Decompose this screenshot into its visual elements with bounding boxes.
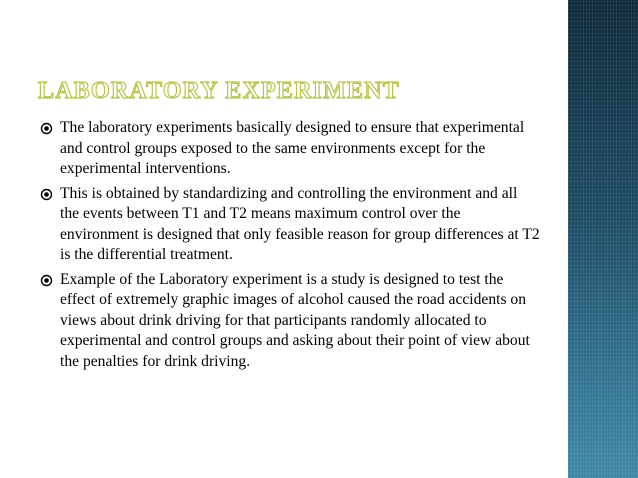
slide-title: LABORATORY EXPERIMENT (38, 78, 400, 104)
bullet-text: This is obtained by standardizing and controlling the environment and all the events between T1 and T2 means maximum control over the environment is designed that only feasible reason for group differences at T2 is the differential treatment. (60, 184, 540, 263)
bullet-list (40, 118, 540, 376)
bullet-text: The laboratory experiments basically designed to ensure that experimental and control groups exposed to the same environments except for the experimental interventions. (60, 119, 525, 177)
bullet-circle-icon (40, 122, 53, 135)
decorative-side-panel (568, 0, 638, 478)
bullet-item (40, 270, 540, 373)
bullet-circle-icon (40, 274, 53, 287)
bullet-item (40, 118, 540, 180)
bullet-text: Example of the Laboratory experiment is a study is designed to test the effect of extremely graphic images of alcohol caused the road accidents on views about drink driving for that participants randomly allocated to experimental and control groups and asking about their point of view about the penalties for drink driving. (60, 270, 530, 370)
bullet-item (40, 184, 540, 266)
bullet-circle-icon (40, 188, 53, 201)
